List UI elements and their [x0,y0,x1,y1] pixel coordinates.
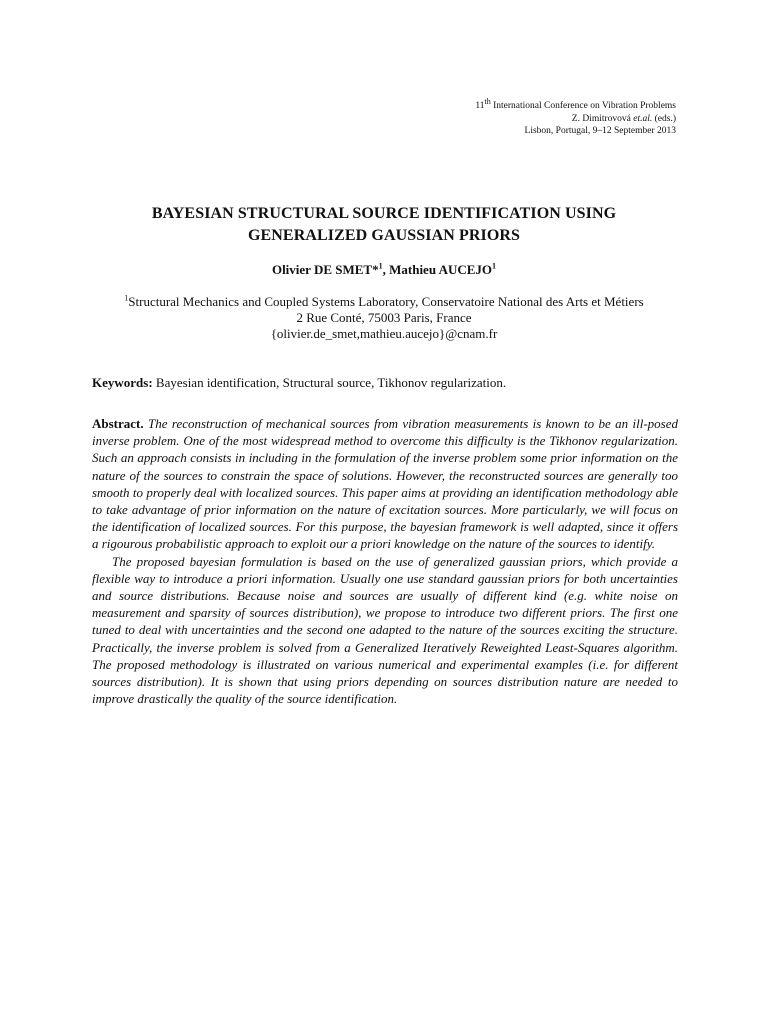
editors-name: Z. Dimitrovová [571,113,634,124]
keywords-section [92,375,676,391]
editors-line [475,113,676,126]
keywords-text: Bayesian identification, Structural source, Tikhonov regularization. [152,375,507,390]
title-line-2: GENERALIZED GAUSSIAN PRIORS [247,227,521,244]
conference-header [475,96,676,138]
title-line-1: BAYESIAN STRUCTURAL SOURCE IDENTIFICATION USING [151,205,617,222]
abstract-paragraph-1 [92,415,678,553]
abstract-label: Abstract. [92,416,144,431]
author-1-affiliation-mark: 1 [378,261,383,271]
affiliation-mark: 1 [124,293,129,303]
affiliation-lab: Structural Mechanics and Coupled Systems Laboratory, Conservatoire National des Arts et Métiers [128,294,644,309]
author-2-affiliation-mark: 1 [492,261,497,271]
abstract-section [92,415,678,707]
affiliation-lab-line [80,294,688,310]
editors-etal: et.al. [633,113,653,124]
conference-location: Lisbon, Portugal, 9–12 September 2013 [524,126,676,136]
abstract-paragraph-1-text: The reconstruction of mechanical sources from vibration measurements is known to be an ill-posed inverse problem. One of the most widespread method to overcome this difficulty is the Tikhonov regularization. Such an approach consists in including in the formulation of the inverse problem some prior information on the nature of the sources to constrain the space of solutions. However, the reconstructed sources are generally too smooth to properly deal with localized sources. This paper aims at providing an identification methodology able to take advantage of prior information on the nature of excitation sources. More particularly, we will focus on the identification of localized sources. For this purpose, the bayesian framework is well adapted, since it offers a rigourous probabilistic approach to exploit our a priori knowledge on the nature of the sources to identify. [92,416,678,552]
affiliation-address: 2 Rue Conté, 75003 Paris, France [296,310,472,325]
editors-suffix: (eds.) [652,113,676,124]
conference-ordinal-sup: th [484,96,491,106]
affiliation-block [80,294,688,342]
conference-name: International Conference on Vibration Problems [490,101,676,111]
conference-ordinal: 11 [475,101,485,111]
author-list [90,262,678,278]
author-separator: , [382,262,390,277]
conference-line [475,96,676,113]
affiliation-email: {olivier.de_smet,mathieu.aucejo}@cnam.fr [270,326,498,341]
keywords-label: Keywords: [92,375,153,390]
paper-title [90,203,678,247]
abstract-paragraph-2: The proposed bayesian formulation is based on the use of generalized gaussian priors, which provide a flexible way to introduce a priori information. Usually one use standard gaussian priors for both uncertainties and source distributions. Because noise and sources are usually of different kind (e.g. white noise on measurement and sparsity of sources distribution), we propose to introduce two different priors. The first one tuned to deal with uncertainties and the second one adapted to the nature of the sources exciting the structure. Practically, the inverse problem is solved from a Generalized Iteratively Reweighted Least-Squares algorithm. The proposed methodology is illustrated on various numerical and experimental examples (i.e. for different sources distribution). It is shown that using priors depending on sources distribution nature are needed to improve drastically the quality of the source identification. [92,553,678,707]
author-2-name: Mathieu AUCEJO [389,262,493,277]
author-1-name: Olivier DE SMET* [271,262,379,277]
